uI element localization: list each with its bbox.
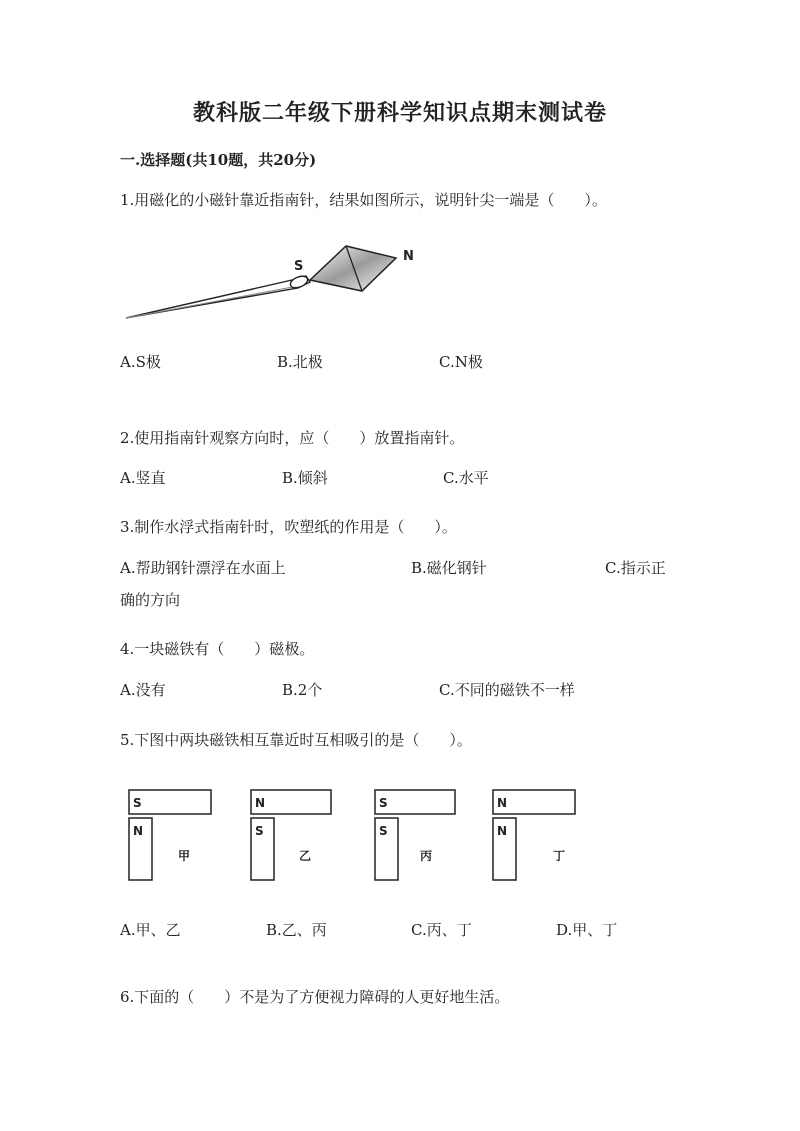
question-1-text: 1.用磁化的小磁针靠近指南针，结果如图所示，说明针尖一端是（ ）。 xyxy=(120,191,607,209)
svg-text:N: N xyxy=(497,796,508,810)
needle-compass-figure xyxy=(120,236,420,326)
q5-option-c: C.丙、丁 xyxy=(411,921,472,939)
svg-text:N: N xyxy=(497,824,508,838)
q3-option-c: C.指示正 xyxy=(605,559,666,577)
needle-shape xyxy=(126,276,310,318)
q1-option-c: C.N极 xyxy=(439,353,483,371)
q5-option-d: D.甲、丁 xyxy=(556,921,618,939)
q4-option-c: C.不同的磁铁不一样 xyxy=(439,681,575,699)
svg-text:甲: 甲 xyxy=(178,849,191,863)
q3-option-b: B.磁化钢针 xyxy=(411,559,487,577)
compass-triangle xyxy=(310,246,396,291)
q1-option-b: B.北极 xyxy=(277,353,323,371)
q1-option-a: A.S极 xyxy=(120,353,161,371)
svg-text:丁: 丁 xyxy=(553,849,566,863)
q3-option-c-continued: 确的方向 xyxy=(120,591,181,609)
needle-shading-line xyxy=(126,286,298,318)
label-n: N xyxy=(403,249,414,264)
question-4-text: 4.一块磁铁有（ ）磁极。 xyxy=(120,640,315,658)
magnet-pair-bing xyxy=(375,790,455,880)
page-title: 教科版二年级下册科学知识点期末测试卷 xyxy=(192,100,607,126)
label-s: S xyxy=(294,259,304,274)
magnet-pair-ding xyxy=(493,790,575,880)
section-heading: 一.选择题(共10题，共20分) xyxy=(120,151,317,169)
magnet-pair-jia xyxy=(129,790,211,880)
svg-text:S: S xyxy=(255,824,264,838)
svg-text:S: S xyxy=(379,824,388,838)
q5-option-b: B.乙、丙 xyxy=(266,921,327,939)
svg-text:S: S xyxy=(379,796,388,810)
question-3-text: 3.制作水浮式指南针时，吹塑纸的作用是（ ）。 xyxy=(120,518,457,536)
svg-text:N: N xyxy=(133,824,144,838)
svg-text:N: N xyxy=(255,796,266,810)
question-6-text: 6.下面的（ ）不是为了方便视力障碍的人更好地生活。 xyxy=(120,988,510,1006)
magnet-pair-yi xyxy=(251,790,331,880)
magnets-figure xyxy=(120,782,590,888)
svg-text:S: S xyxy=(133,796,142,810)
q2-option-a: A.竖直 xyxy=(120,469,166,487)
question-5-text: 5.下图中两块磁铁相互靠近时互相吸引的是（ ）。 xyxy=(120,731,472,749)
needle-eye xyxy=(289,274,309,290)
svg-text:丙: 丙 xyxy=(420,849,433,863)
q5-option-a: A.甲、乙 xyxy=(120,921,181,939)
svg-text:乙: 乙 xyxy=(299,849,312,863)
q2-option-b: B.倾斜 xyxy=(282,469,328,487)
q4-option-b: B.2个 xyxy=(282,681,323,699)
q2-option-c: C.水平 xyxy=(443,469,489,487)
q4-option-a: A.没有 xyxy=(120,681,166,699)
question-2-text: 2.使用指南针观察方向时，应（ ）放置指南针。 xyxy=(120,429,465,447)
q3-option-a: A.帮助钢针漂浮在水面上 xyxy=(120,559,286,577)
